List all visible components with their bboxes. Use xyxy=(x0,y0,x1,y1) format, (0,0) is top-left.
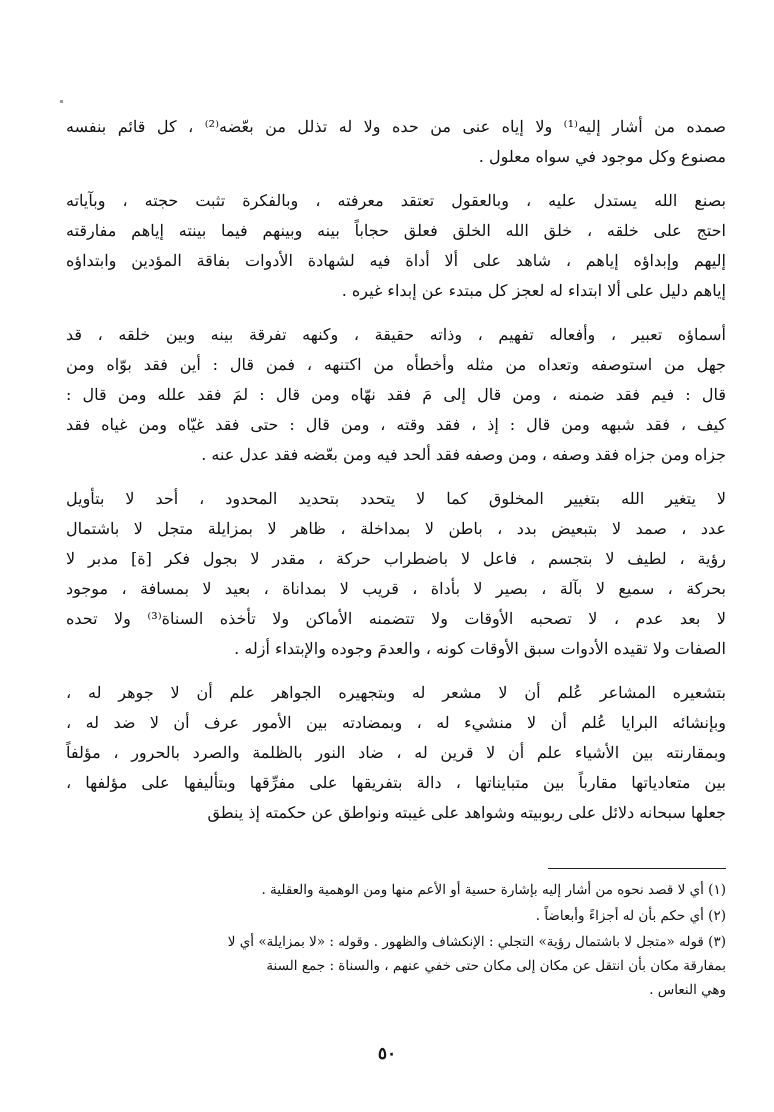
text-line: الصفات ولا تقيده الأدوات سبق الأوقات كونه ، والعدمَ وجوده والإبتداء أزله . xyxy=(234,639,726,658)
text-line: إليهم وإبداؤه إياهم ، شاهد على ألا أداة فيه لشهادة الأدوات بفاقة المؤدين وابتداؤه xyxy=(66,251,726,270)
footnotes xyxy=(66,878,726,1004)
text-line: جعلها سبحانه دلائل على ربوبيته وشواهد على غيبته ونواطق عن حكمته إذ ينطق xyxy=(207,803,726,822)
text-line: احتج على خلقه ، خلق الله الخلق فعلق حجاباً بينه وبينهم فيما بينته إياهم مفارقته xyxy=(66,221,726,240)
paragraph xyxy=(66,112,726,172)
footnote-line: (٣) قوله «متجل لا باشتمال رؤية» التجلي : الإنكشاف والظهور . وقوله : «لا بمزايلة» أي لا xyxy=(227,934,726,950)
text-line: مصنوع وكل موجود في سواه معلول . xyxy=(478,147,726,166)
footnote-separator xyxy=(548,868,726,869)
text-line: كيف ، فقد شبهه ومن قال : إذ ، فقد وقته ، ومن قال : حتى فقد غيّاه ومن غياه فقد xyxy=(66,415,726,434)
paragraph xyxy=(66,484,726,664)
text-line: صمده من أشار إليه⁽¹⁾ ولا إياه عنى من حده ولا له تذلل من بعّضه⁽²⁾ ، كل قائم بنفسه xyxy=(66,117,727,136)
text-line: وبإنشائه البرايا عُلم أن لا منشيء له ، وبمضادته بين الأمور عرف أن لا ضد له ، xyxy=(66,713,726,732)
footnote-line: وهي النعاس . xyxy=(649,982,726,998)
text-line: لا بعد عدم ، لا تصحبه الأوقات ولا تتضمنه الأماكن ولا تأخذه السناة⁽³⁾ ولا تحده xyxy=(66,609,727,628)
text-line: عدد ، صمد لا بتبعيض بدد ، باطن لا بمداخلة ، ظاهر لا بمزايلة متجل لا باشتمال xyxy=(66,519,726,538)
text-line: جزاه ومن جزاه فقد وصفه ، ومن وصفه فقد ألحد فيه ومن بعّضه فقد عدل عنه . xyxy=(201,445,726,464)
paragraph xyxy=(66,320,726,470)
footnote xyxy=(66,904,726,928)
footnote-line: (١) أي لا قصد نحوه من أشار إليه بإشارة حسية أو الأعم منها ومن الوهمية والعقلية . xyxy=(261,882,726,898)
text-line: إياهم دليل على ألا ابتداء له لعجز كل مبتدء عن إبداء غيره . xyxy=(341,281,726,300)
footnote xyxy=(66,878,726,902)
text-line: بتشعيره المشاعر عُلم أن لا مشعر له وبتجهيره الجواهر علم أن لا جوهر له ، xyxy=(66,683,726,702)
text-line: لا يتغير الله بتغيير المخلوق كما لا يتحدد بتحديد المحدود ، أحد لا بتأويل xyxy=(66,489,726,508)
text-line: بحركة ، سميع لا بآلة ، بصير لا بأداة ، قريب لا بمداناة ، بعيد لا بمسافة ، موجود xyxy=(66,579,726,598)
text-line: وبمقارنته بين الأشياء علم أن لا قرين له ، ضاد النور بالظلمة والصرد بالحرور ، مؤلفاً xyxy=(66,743,727,762)
text-line: بين متعادياتها مقارباً بين متبايناتها ، دالة بتفريقها على مفرِّقها وبتأليفها على مؤلفها ، xyxy=(66,773,726,792)
footnote xyxy=(66,930,726,1002)
paragraph xyxy=(66,678,726,828)
footnote-line: (٢) أي حكم بأن له أجزاءً وأبعاضاً . xyxy=(535,908,726,924)
paragraph xyxy=(66,186,726,306)
text-line: جهل من استوصفه وتعداه من مثله وأخطأه من اكتنهه ، فمن قال : أين فقد بوّاه ومن xyxy=(66,355,726,374)
text-line: رؤية ، لطيف لا بتجسم ، فاعل لا باضطراب حركة ، مقدر لا بجول فكر [ة] مدبر لا xyxy=(66,549,726,568)
page-mark xyxy=(60,100,63,103)
text-line: أسماؤه تعبير ، وأفعاله تفهيم ، وذاته حقيقة ، وكنهه تفرقة بينه وبين خلقه ، قد xyxy=(66,325,726,344)
footnote-line: بمفارقة مكان بأن انتقل عن مكان إلى مكان حتى خفي عنهم ، والسناة : جمع السنة xyxy=(266,958,726,974)
page-number: ٥٠ xyxy=(377,1044,397,1064)
text-line: بصنع الله يستدل عليه ، وبالعقول تعتقد معرفته ، وبالفكرة تثبت حجته ، وبآياته xyxy=(66,191,726,210)
main-text xyxy=(66,112,726,842)
text-line: قال : فيم فقد ضمنه ، ومن قال إلى مَ فقد نهّاه ومن قال : لمَ فقد علله ومن قال : xyxy=(66,385,726,404)
